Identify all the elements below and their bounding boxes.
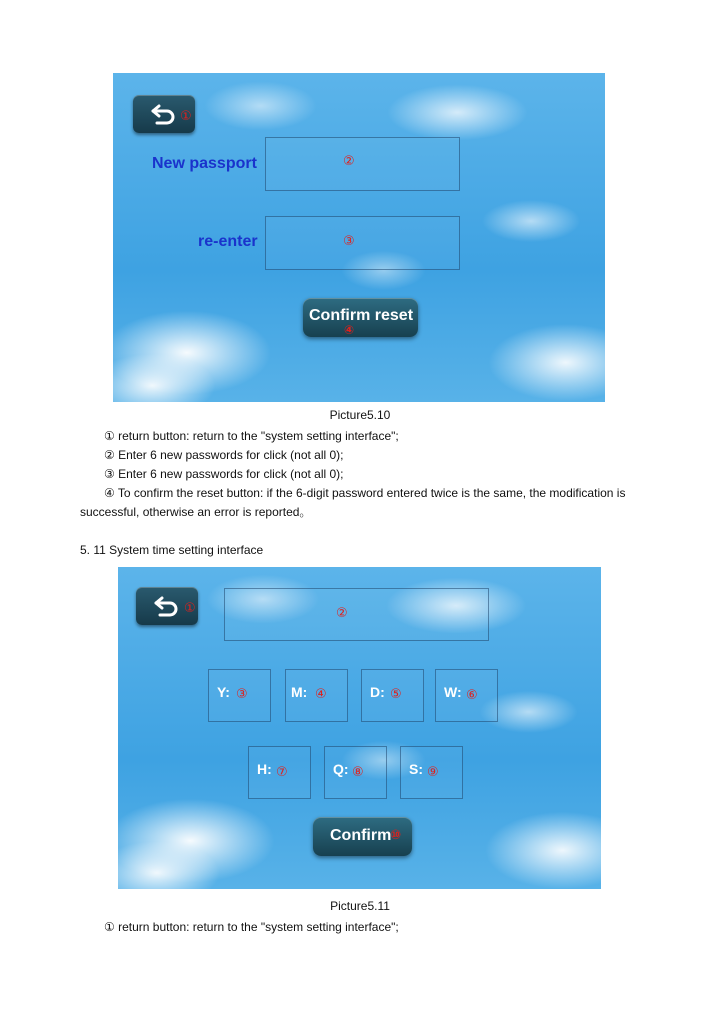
- day-field[interactable]: [361, 669, 424, 722]
- confirm-label: Confirm: [330, 827, 392, 844]
- marker-3: ③: [236, 687, 248, 702]
- marker-7: ⑦: [276, 765, 288, 780]
- month-label: M:: [291, 684, 308, 700]
- desc-line-4: ④ To confirm the reset button: if the 6-digit password entered twice is the same, the modification is: [104, 486, 626, 500]
- hour-label: H:: [257, 761, 272, 777]
- year-field[interactable]: [208, 669, 271, 722]
- year-label: Y:: [217, 684, 230, 700]
- marker-5: ⑤: [390, 687, 402, 702]
- re-enter-field[interactable]: [265, 216, 460, 270]
- marker-3: ③: [343, 234, 355, 249]
- week-label: W:: [444, 684, 462, 700]
- marker-2: ②: [343, 154, 355, 169]
- second-label: S:: [409, 761, 423, 777]
- return-arrow-icon: [152, 594, 182, 618]
- day-label: D:: [370, 684, 385, 700]
- month-field[interactable]: [285, 669, 348, 722]
- marker-4: ④: [344, 323, 355, 337]
- marker-1: ①: [180, 109, 192, 124]
- return-arrow-icon: [149, 102, 179, 126]
- marker-8: ⑧: [352, 765, 364, 780]
- confirm-reset-button[interactable]: [303, 298, 418, 337]
- week-field[interactable]: [435, 669, 498, 722]
- new-password-field[interactable]: [265, 137, 460, 191]
- figure-caption-5-11: Picture5.11: [330, 899, 390, 913]
- confirm-button[interactable]: [313, 817, 412, 856]
- marker-6: ⑥: [466, 688, 478, 703]
- figure-caption-5-10: Picture5.10: [329, 408, 391, 422]
- confirm-reset-label: Confirm reset: [309, 307, 414, 324]
- time-display-field[interactable]: [224, 588, 489, 641]
- marker-9: ⑨: [427, 765, 439, 780]
- re-enter-label: re-enter: [198, 233, 258, 250]
- hour-field[interactable]: [248, 746, 311, 799]
- second-field[interactable]: [400, 746, 463, 799]
- desc-line-5: successful, otherwise an error is reported。: [80, 505, 312, 519]
- desc-line-1: ① return button: return to the "system setting interface";: [104, 429, 399, 443]
- password-reset-screenshot: [113, 73, 605, 402]
- marker-1: ①: [184, 601, 196, 616]
- marker-10: ⑩: [390, 828, 402, 843]
- desc-line-2: ② Enter 6 new passwords for click (not all 0);: [104, 448, 344, 462]
- minute-field[interactable]: [324, 746, 387, 799]
- marker-2: ②: [336, 606, 348, 621]
- marker-4: ④: [315, 687, 327, 702]
- section-heading: 5. 11 System time setting interface: [80, 543, 264, 557]
- desc-line-3: ③ Enter 6 new passwords for click (not all 0);: [104, 467, 344, 481]
- desc2-line-1: ① return button: return to the "system setting interface";: [104, 920, 399, 934]
- new-password-label: New passport: [152, 155, 257, 172]
- minute-label: Q:: [333, 761, 349, 777]
- time-setting-screenshot: [118, 567, 601, 889]
